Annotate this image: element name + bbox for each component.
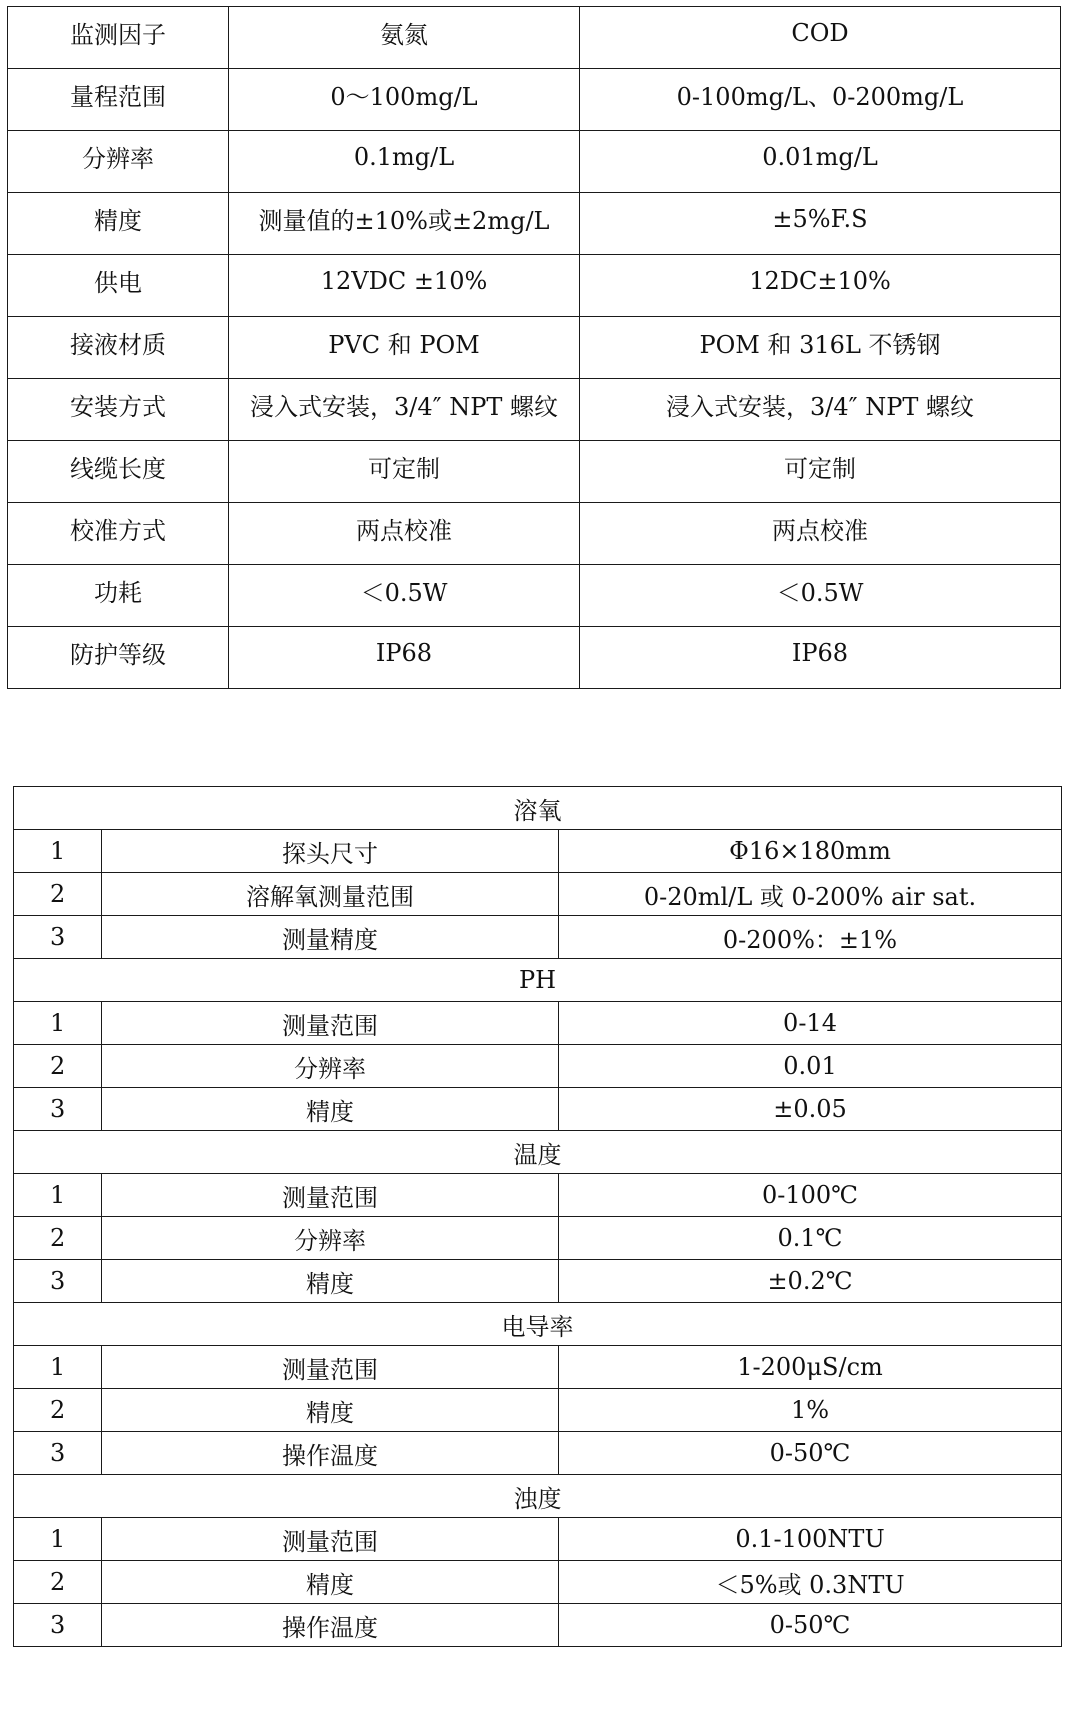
param-label: 分辨率 [8,131,229,193]
param-label: 防护等级 [8,627,229,689]
param-label: 功耗 [8,565,229,627]
table-row [14,1432,1062,1475]
param-value: 0-14 [559,1002,1062,1045]
cod-value: 0-100mg/L、0-200mg/L [580,69,1061,131]
row-number: 1 [14,830,102,873]
param-label: 校准方式 [8,503,229,565]
ammonia-value: 两点校准 [229,503,580,565]
ammonia-value: 可定制 [229,441,580,503]
param-label: 线缆长度 [8,441,229,503]
param-value: ±0.2℃ [559,1260,1062,1303]
table-row [14,916,1062,959]
param-value: Φ16×180mm [559,830,1062,873]
row-number: 3 [14,1432,102,1475]
table-row [14,1561,1062,1604]
table-row [8,69,1061,131]
row-number: 1 [14,1174,102,1217]
row-number: 3 [14,1604,102,1647]
table-row [14,1389,1062,1432]
param-value: ＜5%或 0.3NTU [559,1561,1062,1604]
spec-table [7,6,1061,689]
table-row [14,1088,1062,1131]
table-row [14,1260,1062,1303]
param-value: 0-100℃ [559,1174,1062,1217]
param-label: 供电 [8,255,229,317]
param-label: 安装方式 [8,379,229,441]
table-row [14,1045,1062,1088]
cod-value: POM 和 316L 不锈钢 [580,317,1061,379]
param-value: 1% [559,1389,1062,1432]
row-number: 1 [14,1518,102,1561]
table-row [14,873,1062,916]
param-label: 测量范围 [102,1174,559,1217]
row-number: 2 [14,873,102,916]
spec-table-header-row [8,7,1061,69]
cod-value: 12DC±10% [580,255,1061,317]
param-label: 测量精度 [102,916,559,959]
param-label: 探头尺寸 [102,830,559,873]
param-label: 操作温度 [102,1432,559,1475]
ammonia-value: ＜0.5W [229,565,580,627]
section-header-row [14,1131,1062,1174]
sensor-table [13,786,1062,1647]
param-value: 0.01 [559,1045,1062,1088]
table-row [14,1346,1062,1389]
ammonia-value: 12VDC ±10% [229,255,580,317]
table-row [14,1174,1062,1217]
param-label: 精度 [102,1561,559,1604]
row-number: 2 [14,1389,102,1432]
param-label: 测量范围 [102,1518,559,1561]
header-cell-factor: 监测因子 [8,7,229,69]
param-label: 精度 [102,1389,559,1432]
param-label: 溶解氧测量范围 [102,873,559,916]
section-header-row [14,959,1062,1002]
row-number: 1 [14,1346,102,1389]
row-number: 2 [14,1561,102,1604]
cod-value: IP68 [580,627,1061,689]
param-value: 0.1-100NTU [559,1518,1062,1561]
header-cell-cod: COD [580,7,1061,69]
table-row [8,565,1061,627]
header-cell-ammonia: 氨氮 [229,7,580,69]
row-number: 2 [14,1045,102,1088]
cod-value: ＜0.5W [580,565,1061,627]
table-row [14,1518,1062,1561]
param-label: 测量范围 [102,1002,559,1045]
param-value: 0.1℃ [559,1217,1062,1260]
section-header-row [14,1475,1062,1518]
section-title: PH [14,959,1062,1002]
row-number: 2 [14,1217,102,1260]
param-label: 量程范围 [8,69,229,131]
param-label: 精度 [102,1260,559,1303]
table-row [8,441,1061,503]
section-title: 温度 [14,1131,1062,1174]
param-label: 接液材质 [8,317,229,379]
row-number: 3 [14,916,102,959]
param-value: 1-200μS/cm [559,1346,1062,1389]
section-title: 电导率 [14,1303,1062,1346]
param-value: 0-50℃ [559,1432,1062,1475]
table-row [14,1002,1062,1045]
row-number: 3 [14,1088,102,1131]
cod-value: 浸入式安装，3/4″ NPT 螺纹 [580,379,1061,441]
table-row [14,830,1062,873]
section-title: 溶氧 [14,787,1062,830]
table-row [14,1604,1062,1647]
ammonia-value: 0.1mg/L [229,131,580,193]
table-row [8,255,1061,317]
section-header-row [14,1303,1062,1346]
table-row [8,317,1061,379]
param-value: 0-50℃ [559,1604,1062,1647]
param-label: 分辨率 [102,1045,559,1088]
ammonia-value: 浸入式安装，3/4″ NPT 螺纹 [229,379,580,441]
param-value: ±0.05 [559,1088,1062,1131]
section-title: 浊度 [14,1475,1062,1518]
table-row [8,627,1061,689]
ammonia-value: 0～100mg/L [229,69,580,131]
param-label: 分辨率 [102,1217,559,1260]
param-label: 精度 [8,193,229,255]
param-label: 操作温度 [102,1604,559,1647]
ammonia-value: 测量值的±10%或±2mg/L [229,193,580,255]
cod-value: 0.01mg/L [580,131,1061,193]
param-label: 测量范围 [102,1346,559,1389]
row-number: 1 [14,1002,102,1045]
cod-value: 两点校准 [580,503,1061,565]
param-value: 0-200%：±1% [559,916,1062,959]
param-label: 精度 [102,1088,559,1131]
table-row [8,193,1061,255]
table-row [8,503,1061,565]
cod-value: ±5%F.S [580,193,1061,255]
cod-value: 可定制 [580,441,1061,503]
table-row [8,131,1061,193]
param-value: 0-20ml/L 或 0-200% air sat. [559,873,1062,916]
table-row [14,1217,1062,1260]
ammonia-value: IP68 [229,627,580,689]
table-row [8,379,1061,441]
section-header-row [14,787,1062,830]
row-number: 3 [14,1260,102,1303]
ammonia-value: PVC 和 POM [229,317,580,379]
